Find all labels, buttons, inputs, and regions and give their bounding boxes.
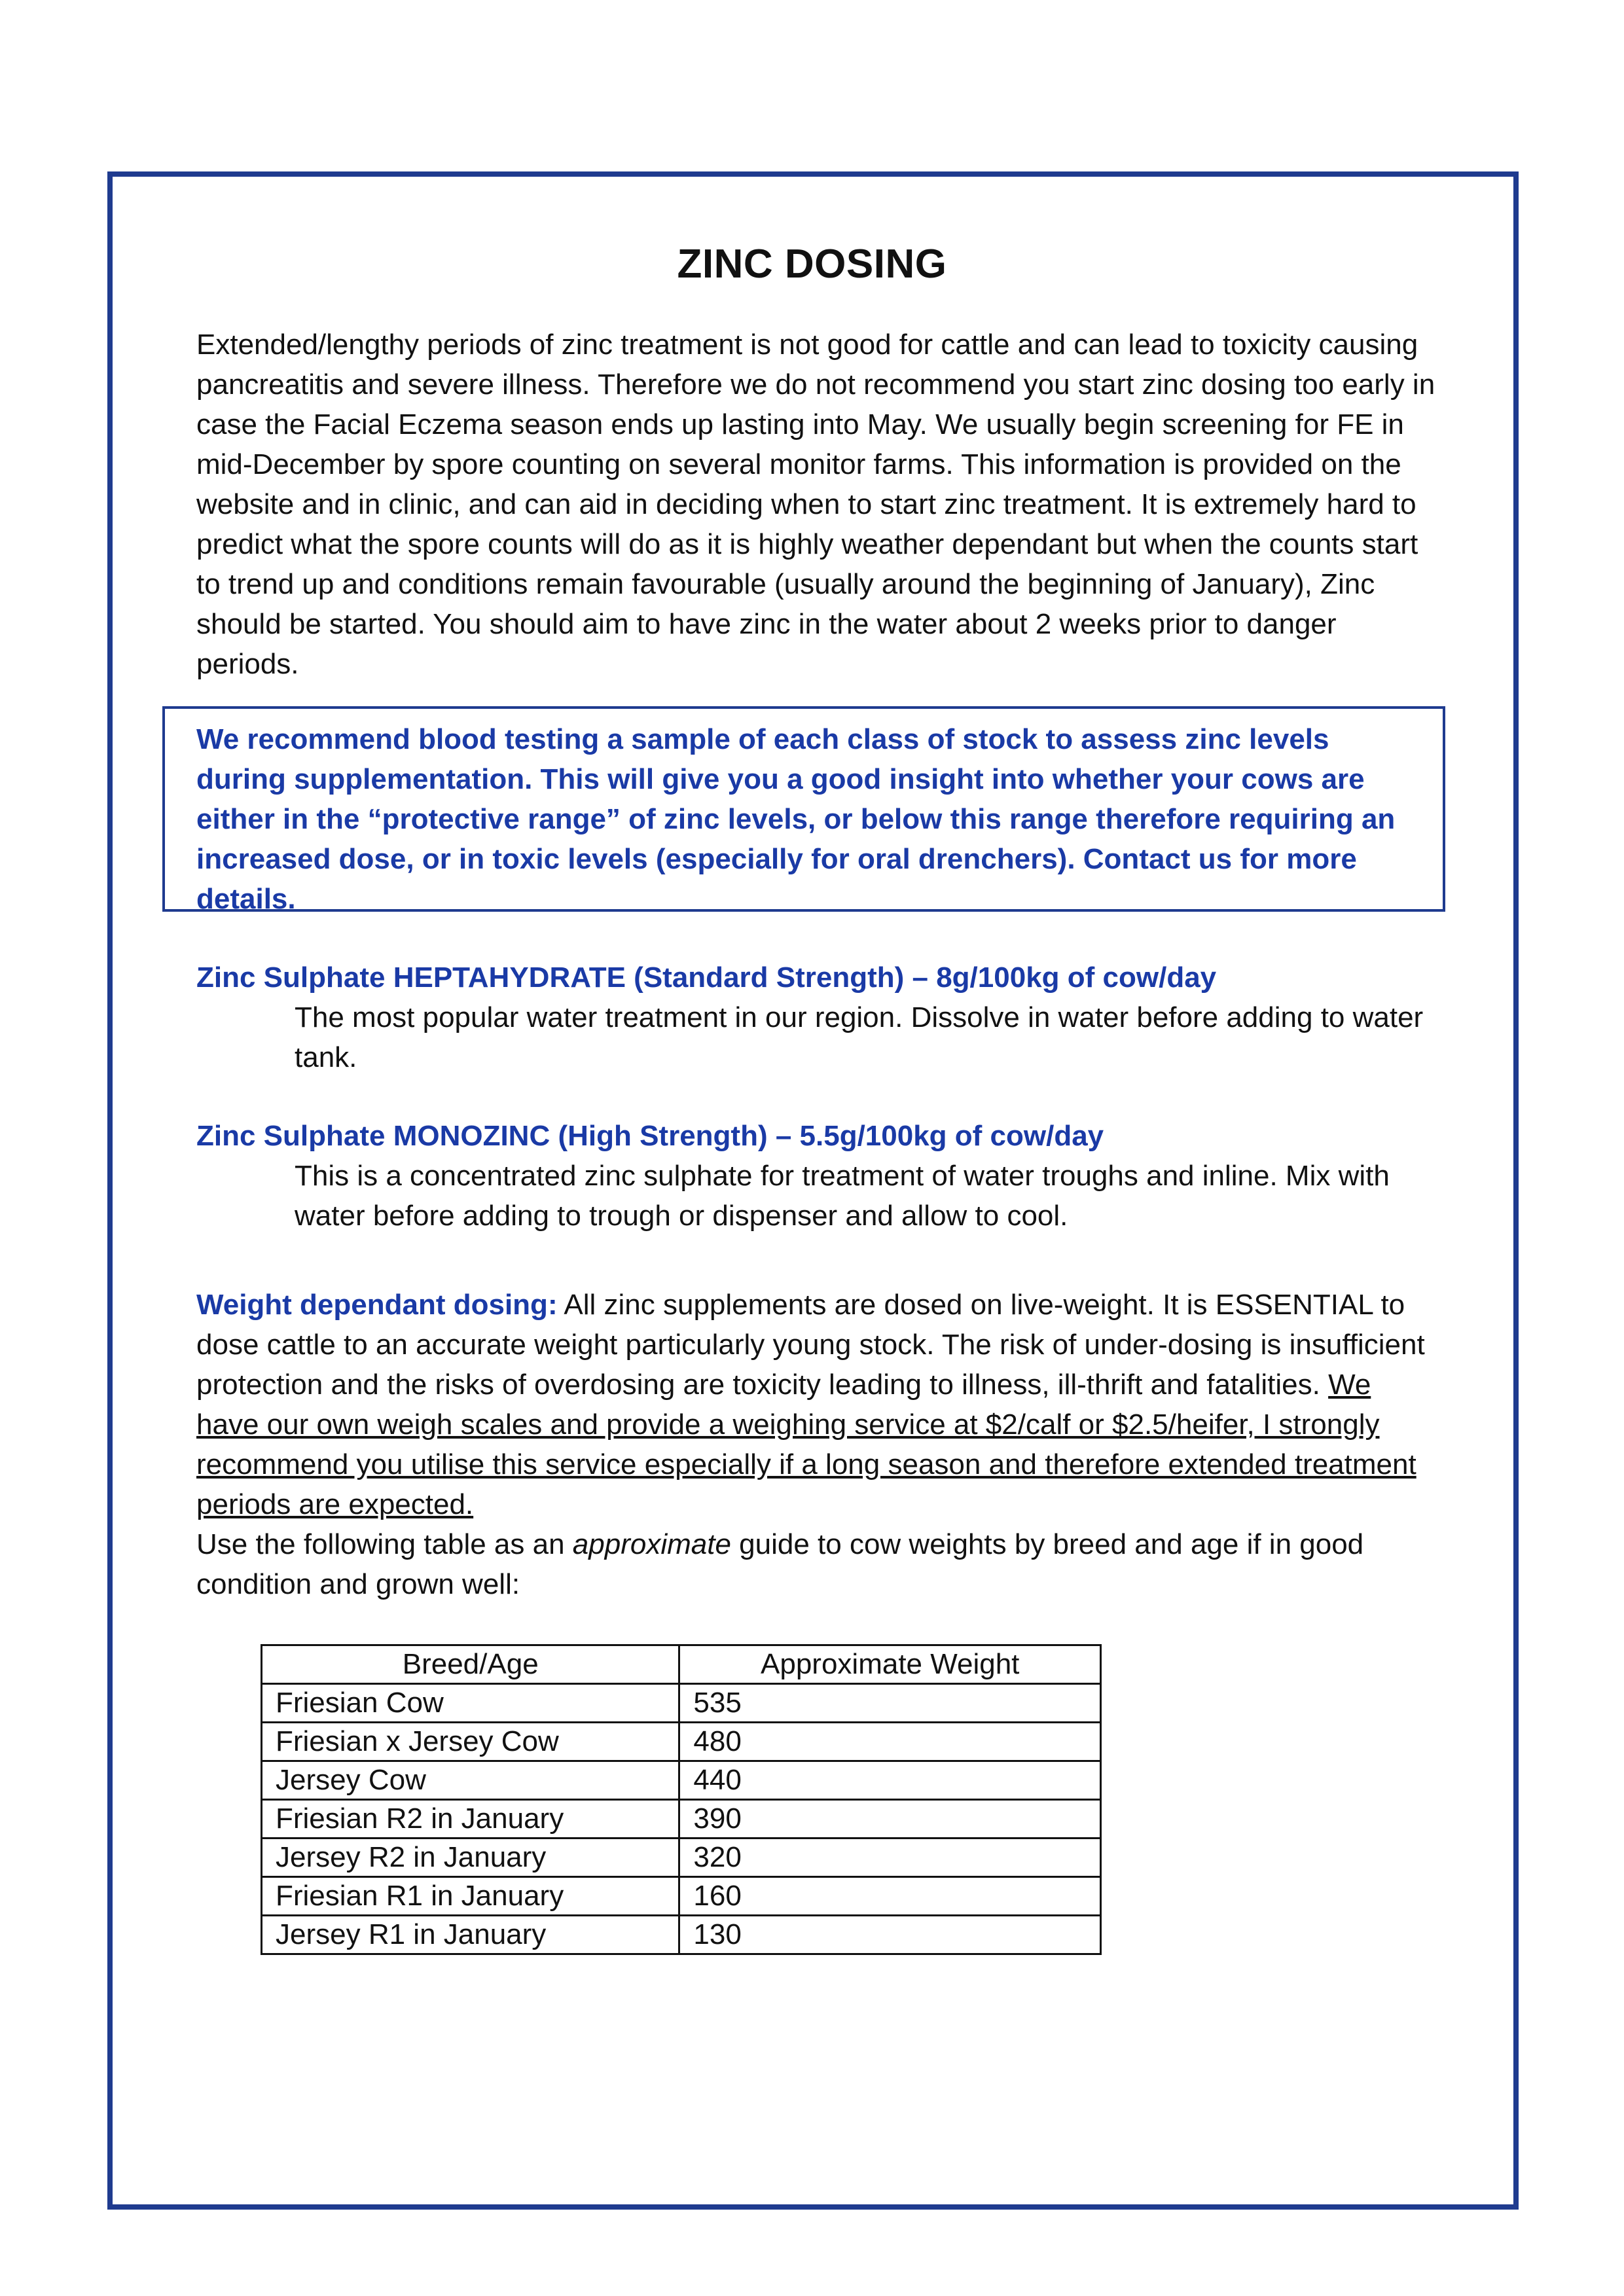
table-intro-emphasis: approximate (572, 1528, 731, 1560)
table-row (262, 1877, 1101, 1916)
table-row (262, 1800, 1101, 1839)
table-header-row (262, 1645, 1101, 1684)
weight-dosing-lead: Weight dependant dosing: (196, 1289, 558, 1321)
table-intro-after: guide to cow weights by breed and age if in good condition and grown well: (196, 1528, 1364, 1600)
breed-cell: Jersey Cow (262, 1761, 679, 1800)
weight-cell: 130 (679, 1916, 1101, 1954)
weight-dosing-paragraph (196, 1285, 1440, 1604)
header-breed-age: Breed/Age (262, 1645, 679, 1684)
breed-cell: Friesian x Jersey Cow (262, 1723, 679, 1761)
table-intro-before: Use the following table as an (196, 1528, 573, 1560)
cow-weight-table (261, 1644, 1102, 1955)
callout-text: We recommend blood testing a sample of each class of stock to assess zinc levels during supplementation. This will give you a good insight into whether your cows are either in the “protective range” of zinc levels, or below this range therefore requiring an increased dose, or in toxic levels (especially for oral drenchers). Contact us for more details. (196, 723, 1396, 915)
intro-paragraph: Extended/lengthy periods of zinc treatment is not good for cattle and can lead to toxicity causing pancreatitis and severe illness. Therefore we do not recommend you start zinc dosing too early in case the Facial Eczema season ends up lasting into May. We usually begin screening for FE in mid-December by spore counting on several monitor farms. This information is provided on the website and in clinic, and can aid in deciding when to start zinc treatment. It is extremely hard to predict what the spore counts will do as it is highly weather dependant but when the counts start to trend up and conditions remain favourable (usually around the beginning of January), Zinc should be started. You should aim to have zinc in the water about 2 weeks prior to danger periods. (196, 329, 1435, 680)
breed-cell: Jersey R1 in January (262, 1916, 679, 1954)
table-row (262, 1761, 1101, 1800)
weight-cell: 480 (679, 1723, 1101, 1761)
weight-cell: 535 (679, 1684, 1101, 1723)
breed-cell: Friesian R2 in January (262, 1800, 679, 1839)
breed-cell: Jersey R2 in January (262, 1839, 679, 1877)
page-title: ZINC DOSING (677, 241, 947, 287)
heptahydrate-description: The most popular water treatment in our region. Dissolve in water before adding to water tank. (295, 1001, 1424, 1073)
weight-cell: 390 (679, 1800, 1101, 1839)
table-row (262, 1839, 1101, 1877)
weight-dosing-text: All zinc supplements are dosed on live-weight. It is ESSENTIAL to dose cattle to an accurate weight particularly young stock. The risk of under-dosing is insufficient protection and the risks of overdosing are toxicity leading to illness, ill-thrift and fatalities. (196, 1289, 1425, 1401)
weight-cell: 320 (679, 1839, 1101, 1877)
breed-cell: Friesian Cow (262, 1684, 679, 1723)
blood-testing-callout-box (162, 706, 1445, 915)
monozinc-heading: Zinc Sulphate MONOZINC (High Strength) – 5.5g/100kg of cow/day (196, 1120, 1104, 1152)
weight-cell: 160 (679, 1877, 1101, 1916)
table-row (262, 1723, 1101, 1761)
monozinc-description: This is a concentrated zinc sulphate for treatment of water troughs and inline. Mix with water before adding to trough or dispenser and allow to cool. (295, 1160, 1390, 1232)
weigh-service-note: We have our own weigh scales and provide a weighing service at $2/calf or $2.5/heifer, I strongly recommend you utilise this service especially if a long season and therefore extended treatment periods are expected. (196, 1369, 1416, 1520)
header-approximate-weight: Approximate Weight (679, 1645, 1101, 1684)
table-row (262, 1916, 1101, 1954)
weight-cell: 440 (679, 1761, 1101, 1800)
table-row (262, 1684, 1101, 1723)
breed-cell: Friesian R1 in January (262, 1877, 679, 1916)
heptahydrate-heading: Zinc Sulphate HEPTAHYDRATE (Standard Strength) – 8g/100kg of cow/day (196, 961, 1217, 994)
